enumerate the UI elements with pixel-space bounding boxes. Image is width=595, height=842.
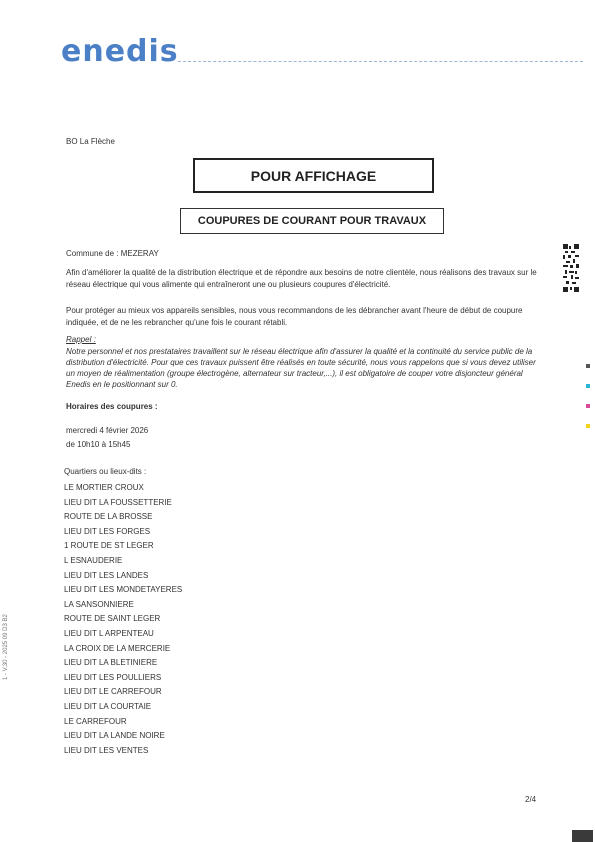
title-primary-box bbox=[193, 158, 434, 193]
enedis-logo: enedis bbox=[61, 34, 179, 69]
list-item: LIEU DIT LA BLETINIERE bbox=[64, 658, 158, 668]
list-item: LE CARREFOUR bbox=[64, 716, 127, 726]
list-item: L ESNAUDERIE bbox=[64, 555, 123, 565]
list-item: LE MORTIER CROUX bbox=[64, 483, 144, 492]
commune-line bbox=[66, 249, 159, 259]
side-reference-text: 1 - V.30 - 2025 09 D3 B2 bbox=[3, 614, 9, 680]
print-mark-cyan bbox=[586, 384, 590, 388]
print-mark-magenta bbox=[586, 404, 590, 408]
qr-code-icon bbox=[563, 244, 579, 292]
list-item: 1 ROUTE DE ST LEGER bbox=[64, 541, 154, 551]
title-secondary: COUPURES DE COURANT POUR TRAVAUX bbox=[197, 215, 427, 227]
rappel-heading: Rappel : bbox=[66, 335, 96, 344]
title-secondary-box bbox=[180, 208, 444, 234]
schedule-date: mercredi 4 février 2026 bbox=[66, 426, 149, 435]
paragraph-info: Afin d'améliorer la qualité de la distribution électrique et de répondre aux besoins de notre clientèle, nous réalisons des travaux sur le réseau électrique qui vous alimente qui entraîneront une ou plusieurs coupures d'électricité. bbox=[66, 268, 537, 289]
rappel-text: Notre personnel et nos prestataires travaillent sur le réseau électrique afin d'assurer la qualité et la continuité du service public de la distribution d'électricité. Pour que ces travaux puissent être réalisés en toute sécurité, nous vous rappelons que si vous devez utiliser un moyen de réalimentation (groupe électrogène, alternateur sur tracteur,...), il est obligatoire de couper votre disjoncteur général Enedis en le positionnant sur 0. bbox=[66, 347, 536, 389]
print-mark-yellow bbox=[586, 424, 590, 428]
list-item: LIEU DIT LES LANDES bbox=[64, 570, 149, 580]
schedule-heading: Horaires des coupures : bbox=[66, 402, 158, 411]
schedule-time: de 10h10 à 15h45 bbox=[66, 440, 131, 449]
scan-edge-mark bbox=[572, 830, 593, 842]
list-item: LA SANSONNIERE bbox=[64, 599, 134, 609]
list-item: LIEU DIT LA COURTAIE bbox=[64, 701, 152, 711]
commune-label: Commune de : bbox=[66, 249, 119, 258]
quartiers-heading: Quartiers ou lieux-dits : bbox=[64, 467, 147, 476]
list-item: LIEU DIT LES FORGES bbox=[64, 526, 151, 536]
list-item: LIEU DIT LES MONDETAYERES bbox=[64, 585, 183, 595]
list-item: LA CROIX DE LA MERCERIE bbox=[64, 643, 171, 653]
quartiers-list bbox=[64, 481, 182, 758]
page-number: 2/4 bbox=[525, 795, 537, 804]
list-item: LIEU DIT LES VENTES bbox=[64, 745, 149, 755]
list-item: ROUTE DE LA BROSSE bbox=[64, 512, 153, 522]
commune-value: MEZERAY bbox=[120, 249, 159, 258]
list-item: LIEU DIT LES POULLIERS bbox=[64, 672, 162, 682]
list-item: LIEU DIT LA LANDE NOIRE bbox=[64, 731, 165, 741]
list-item: LIEU DIT L ARPENTEAU bbox=[64, 628, 154, 638]
paragraph-advice: Pour protéger au mieux vos appareils sensibles, nous vous recommandons de les débrancher avant l'heure de début de coupure indiquée, et de ne les rebrancher qu'une fois le courant rétabli. bbox=[66, 306, 523, 327]
title-primary: POUR AFFICHAGE bbox=[250, 167, 377, 184]
list-item: LIEU DIT LE CARREFOUR bbox=[64, 687, 162, 697]
list-item: LIEU DIT LA FOUSSETTERIE bbox=[64, 497, 172, 507]
office-label: BO La Flèche bbox=[66, 137, 115, 146]
header-divider bbox=[178, 61, 583, 62]
print-mark-black bbox=[586, 364, 590, 368]
list-item: ROUTE DE SAINT LEGER bbox=[64, 614, 161, 624]
